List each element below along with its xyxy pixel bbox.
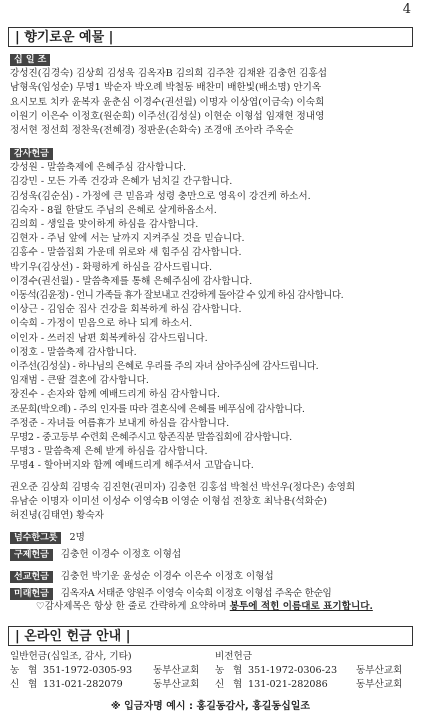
thanks-line: 무명3 - 말씀축제 은혜 받게 하심을 감사합니다. xyxy=(10,446,208,458)
tithe-tag: 십 일 조 xyxy=(10,54,50,66)
deposit-name-example: ※ 입금자명 예시 : 홍길동감사, 홍길동십일조 xyxy=(110,701,311,712)
tithe-section xyxy=(10,53,413,138)
tithe-line: 요시모토 치카 윤복자 윤춘심 이경수(권선월) 이명자 이상엽(이금숙) 이숙희 xyxy=(10,96,325,108)
thanks-line: 이정호 - 말씀축제 감사합니다. xyxy=(10,346,137,358)
thanks-line: 무명4 - 할아버지와 함께 예배드리게 해주셔서 고맙습니다. xyxy=(10,460,254,472)
relief-tag: 구제헌금 xyxy=(10,549,53,561)
thanks-line: 김현자 - 주님 앞에 서는 날까지 지켜주실 것을 믿습니다. xyxy=(10,233,245,245)
thanks-line: 이경수(권선월) - 말씀축제를 통해 은혜주심에 감사합니다. xyxy=(10,275,253,287)
thanks-line: 이동석(김윤정) - 언니 가족들 휴가 잘보내고 건강하게 돌아갈 수 있게 하심 감사합니다. xyxy=(10,290,344,302)
extra-row-rice xyxy=(10,531,413,545)
thanks-tag: 감사헌금 xyxy=(10,148,53,160)
notice-prefix: ♡감사제목은 항상 한 줄로 간략하게 요약하며 xyxy=(36,601,230,612)
general-line: 허진녕(김태연) 황숙자 xyxy=(10,510,104,522)
page-number: 4 xyxy=(402,2,411,17)
tithe-line: 남형욱(임성순) 무명1 박순자 박오례 박철동 배찬미 배한빛(배소명) 안기옥 xyxy=(10,82,322,94)
future-tag: 미래헌금 xyxy=(10,588,53,600)
section-title-online: | 온라인 헌금 안내 | xyxy=(8,626,413,646)
thanks-line: 이상근 - 김임순 집사 건강을 회복하게 하심 감사합니다. xyxy=(10,304,242,316)
account-number: 131-021-282086 xyxy=(248,679,328,691)
rice-tag: 넘수한그릇 xyxy=(10,532,61,544)
thanks-line: 김숙자 - 8월 한달도 주님의 은혜로 살게하옵소서. xyxy=(10,204,217,216)
tithe-line: 정서현 정선희 정찬욱(전혜경) 정판운(손화숙) 조경애 조아라 주옥순 xyxy=(10,125,294,137)
rice-text: 2명 xyxy=(69,532,85,543)
relief-text: 김충헌 이경수 이정호 이형섭 xyxy=(60,549,182,560)
general-offering-header: 일반헌금(십일조, 감사, 기타) xyxy=(10,651,132,662)
thanks-line: 무명2 - 중고등부 수련회 은혜주시고 항존직분 말씀집회에 감사합니다. xyxy=(10,432,292,444)
thanks-line: 이인자 - 쓰러진 남편 회복케하심 감사드립니다. xyxy=(10,332,208,344)
notice-emphasis: 봉투에 적힌 이름대로 표기합니다. xyxy=(229,601,373,612)
tithe-line: 이원기 이은수 이정호(원순희) 이주선(김성실) 이현순 이형섭 임재현 정내영 xyxy=(10,110,325,122)
thanks-line: 임재범 - 큰딸 결혼에 감사합니다. xyxy=(10,375,149,387)
mission-text: 김충헌 박기운 윤성순 이경수 이은수 이정호 이형섭 xyxy=(60,571,274,582)
vision-offering-header: 비전헌금 xyxy=(215,651,253,662)
account-row: 농 협 351-1972-0305-93 동부산교회 농 협 351-1972-0306-23 동부산교회 xyxy=(10,664,413,678)
thanks-line: 박기우(김상선) - 화평하게 하심을 감사드립니다. xyxy=(10,261,213,273)
extra-row-relief xyxy=(10,548,413,562)
account-number: 131-021-282079 xyxy=(43,679,123,691)
general-line: 권오준 김상희 김명숙 김진현(권미자) 김충헌 김홍섭 박철선 박선우(정다은) 송영희 xyxy=(10,482,356,493)
section-title-offerings: | 향기로운 예물 | xyxy=(8,27,413,47)
online-accounts xyxy=(10,650,413,693)
thanks-line: 이주선(김성실) - 하나님의 은혜로 우리를 주의 자녀 삼아주심에 감사드립니다. xyxy=(10,361,319,373)
thanks-line: 강성원 - 말씀축제에 은혜주심 감사합니다. xyxy=(10,162,187,174)
account-row: 신 협 131-021-282079 동부산교회 신 협 131-021-282086 동부산교회 xyxy=(10,678,413,692)
thanks-line: 김성욱(김순심) - 가정에 큰 믿음과 성령 충만으로 영육이 강건케 하소서. xyxy=(10,190,311,202)
thanks-line: 이숙희 - 가정이 믿음으로 하나 되게 하소서. xyxy=(10,318,193,330)
thanks-line: 주정준 - 자녀들 여름휴가 보내게 하심을 감사합니다. xyxy=(10,417,230,429)
general-offering-section xyxy=(10,481,413,524)
thanks-line: 김의희 - 생일을 맞이하게 하심을 감사합니다. xyxy=(10,219,199,231)
tithe-line: 강성진(김경숙) 김상희 김성욱 김옥자B 김의희 김주찬 김채완 김충헌 김홍섭 xyxy=(10,68,327,80)
extra-row-mission xyxy=(10,570,413,584)
thanks-line: 김홍수 - 말씀집회 가운데 위로와 새 힘주심 감사합니다. xyxy=(10,247,242,259)
mission-tag: 선교헌금 xyxy=(10,571,53,583)
account-number: 351-1972-0305-93 xyxy=(43,665,133,677)
future-text: 김옥자A 서태준 양원주 이영숙 이숙희 이정호 이형섭 주옥순 한순임 xyxy=(60,588,332,599)
general-line: 유남순 이명자 이미선 이성수 이영숙B 이영순 이형섭 전창호 최낙용(석화순) xyxy=(10,496,327,508)
notice-line xyxy=(36,600,413,614)
account-number: 351-1972-0306-23 xyxy=(248,665,338,677)
thanks-line: 장진수 - 손자와 함께 예배드리게 하심 감사합니다. xyxy=(10,389,220,401)
thanks-section xyxy=(10,147,413,474)
thanks-line: 김강민 - 모든 가족 건강과 은혜가 넘치길 간구합니다. xyxy=(10,176,233,188)
thanks-line: 조문희(박오례) - 주의 인자를 따라 결혼식에 은혜를 베푸심에 감사합니다. xyxy=(10,403,305,415)
